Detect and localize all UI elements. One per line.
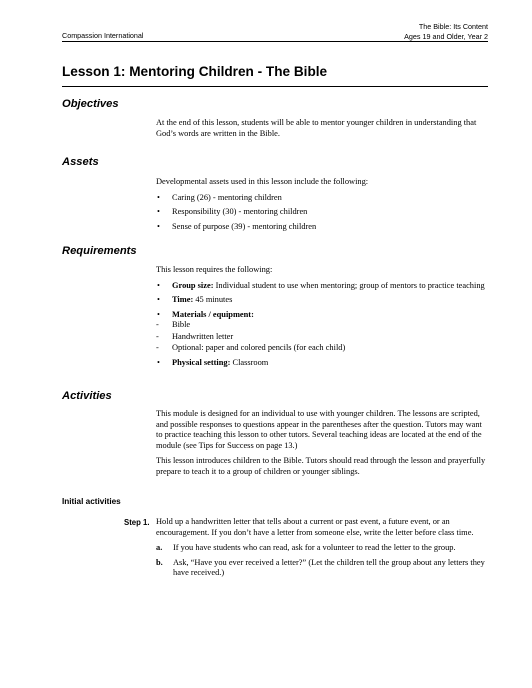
assets-body: [156, 177, 490, 236]
list-item: - Optional: paper and colored pencils (for each child): [156, 343, 346, 352]
objectives-body: [156, 118, 490, 144]
list-item: - Handwritten letter: [156, 331, 234, 341]
group-size-text: Individual student to use when mentoring; group of mentors to practice teaching: [213, 280, 485, 290]
step-1-text: Hold up a handwritten letter that tells about a current or past event, a future event, or an encouragement. If you don’t have a letter from someone else, write the letter before class time.: [156, 517, 474, 537]
list-item: • Caring (26) - mentoring children: [157, 192, 282, 202]
bullet-mark: •: [157, 295, 160, 304]
bullet-mark: •: [157, 280, 160, 290]
title-rule: [62, 86, 488, 87]
bullet-mark: •: [157, 309, 160, 319]
letter-mark: b.: [156, 557, 163, 567]
requirements-list: [156, 281, 490, 369]
materials-label: Materials / equipment:: [172, 309, 254, 319]
materials-list: [156, 320, 490, 354]
list-item: [156, 295, 490, 306]
initial-activities-heading: Initial activities: [62, 497, 121, 506]
assets-intro: Developmental assets used in this lesson include the following:: [156, 177, 369, 186]
assets-heading: Assets: [62, 156, 99, 168]
list-item: b. Ask, “Have you ever received a letter?” (Let the children tell the group about any letters they have received.): [156, 557, 485, 577]
setting-text: Classroom: [230, 357, 269, 367]
list-item: - Bible: [156, 320, 191, 329]
dash-mark: -: [156, 331, 159, 341]
header-course-info: [404, 22, 488, 41]
header-audience: Ages 19 and Older, Year 2: [404, 31, 488, 41]
dash-mark: -: [156, 320, 159, 329]
group-size-label: Group size:: [172, 280, 214, 290]
requirements-heading: Requirements: [62, 245, 137, 257]
objectives-text: At the end of this lesson, students will be able to mentor younger children in understanding that God’s words are written in the Bible.: [156, 118, 477, 138]
list-item: a. If you have students who can read, ask for a volunteer to read the letter to the group.: [156, 543, 456, 552]
bullet-mark: •: [157, 207, 160, 216]
step-1-body: [156, 517, 490, 583]
list-item: • Sense of purpose (39) - mentoring children: [157, 221, 317, 231]
activities-body: [156, 409, 490, 482]
bullet-mark: •: [157, 357, 160, 367]
time-text: 45 minutes: [193, 295, 233, 304]
activities-heading: Activities: [62, 390, 112, 402]
header-rule: [62, 41, 488, 42]
list-item: [156, 310, 490, 354]
list-item: • Responsibility (30) - mentoring children: [157, 207, 308, 216]
dash-mark: -: [156, 343, 159, 352]
requirements-intro: This lesson requires the following:: [156, 265, 273, 274]
activities-para-1: This module is designed for an individual to use with younger children. The lessons are scripted, and possible responses to questions appear in the parentheses after the question. Tutors may want to practice teaching this lesson to other tutors. Several teaching ideas are located at the end of the module (see Tips for Success on page 13.): [156, 409, 482, 450]
activities-para-2: This lesson introduces children to the Bible. Tutors should read through the lesson and prayerfully prepare to teach it to a group of children or younger siblings.: [156, 456, 486, 476]
time-label: Time:: [172, 295, 194, 304]
header-org: Compassion International: [62, 31, 144, 40]
step-1-sublist: [156, 543, 490, 579]
lesson-title: Lesson 1: Mentoring Children - The Bible: [62, 64, 328, 79]
assets-list: [156, 193, 490, 233]
list-item: [156, 358, 490, 369]
letter-mark: a.: [156, 543, 163, 552]
step-1-label: Step 1.: [124, 518, 150, 527]
list-item: [156, 281, 490, 292]
bullet-mark: •: [157, 192, 160, 202]
header-course-title: The Bible: Its Content: [418, 22, 488, 31]
objectives-heading: Objectives: [62, 98, 119, 110]
requirements-body: [156, 265, 490, 372]
bullet-mark: •: [157, 221, 160, 231]
setting-label: Physical setting:: [172, 357, 231, 367]
